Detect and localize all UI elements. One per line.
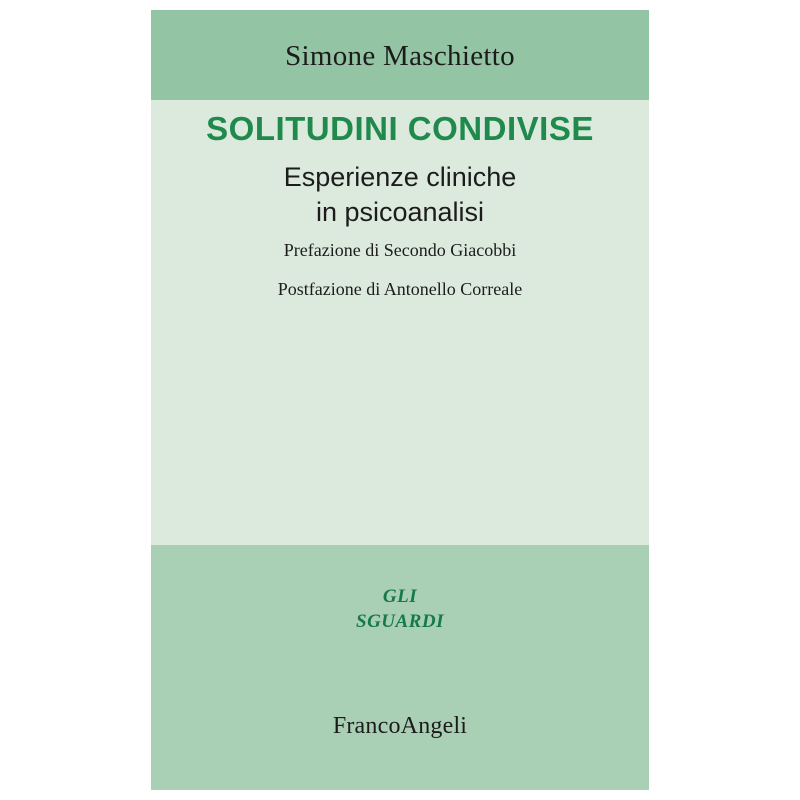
- book-cover: [151, 10, 649, 790]
- book-title: SOLITUDINI CONDIVISE: [206, 110, 594, 147]
- afterword-credit: Postfazione di Antonello Correale: [277, 279, 523, 299]
- publisher-name: FrancoAngeli: [332, 713, 468, 739]
- preface-credit: Prefazione di Secondo Giacobbi: [283, 240, 517, 260]
- series-name-line-2: SGUARDI: [356, 610, 444, 632]
- book-subtitle-line-1: Esperienze cliniche: [283, 162, 517, 192]
- series-name: [151, 585, 649, 634]
- book-subtitle-line-2: in psicoanalisi: [315, 196, 485, 227]
- series-name-line-1: GLI: [382, 586, 418, 607]
- author-name: Simone Maschietto: [285, 40, 515, 72]
- author-band: [151, 10, 649, 100]
- book-subtitle: [151, 160, 649, 229]
- series-band: [151, 545, 649, 790]
